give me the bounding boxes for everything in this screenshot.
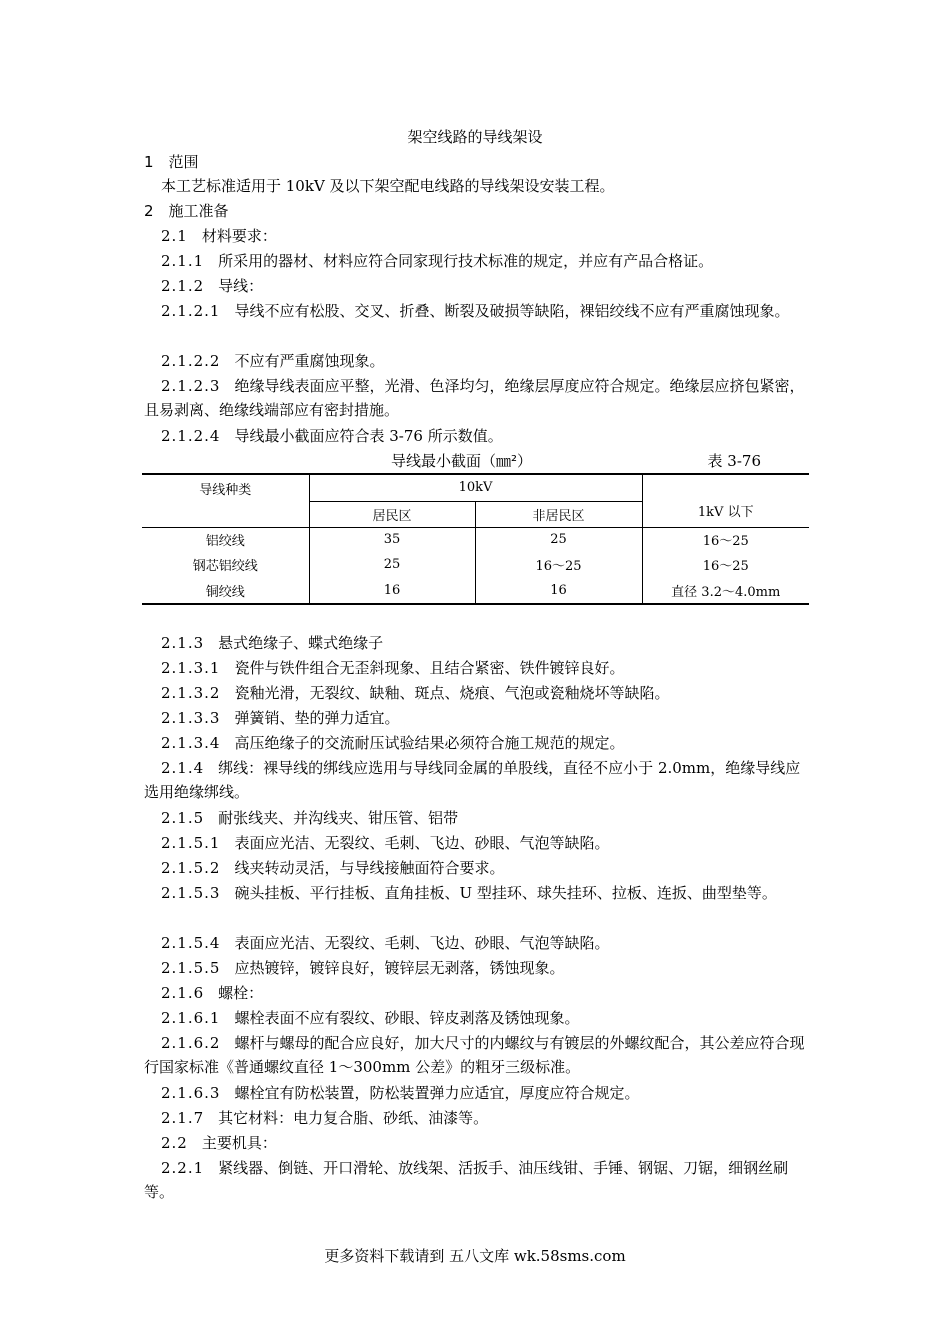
clause-2-1-6-3 <box>144 1081 809 1105</box>
clause-number: 2.1.6.1 <box>161 1009 221 1027</box>
clause-text: 导线最小截面应符合表 3-76 所示数值。 <box>234 427 503 445</box>
clause-2-1-2 <box>144 274 809 298</box>
clause-number: 2.1.1 <box>161 252 205 270</box>
cell-value: 16～25 <box>475 552 642 577</box>
section-2-heading <box>144 199 809 223</box>
table-row <box>142 577 809 604</box>
clause-number: 2.1.3 <box>161 634 205 652</box>
clause-2-1-3-3 <box>144 706 809 730</box>
clause-number: 2.1.3.1 <box>161 659 221 677</box>
header-non-residential: 非居民区 <box>475 501 642 527</box>
clause-number: 2.1.2.2 <box>161 352 221 370</box>
clause-text: 表面应光洁、无裂纹、毛刺、飞边、砂眼、气泡等缺陷。 <box>234 834 610 852</box>
clause-number: 2.1.4 <box>161 759 205 777</box>
clause-text: 表面应光洁、无裂纹、毛刺、飞边、砂眼、气泡等缺陷。 <box>234 934 610 952</box>
clause-2-1-3 <box>144 631 809 655</box>
clause-text: 碗头挂板、平行挂板、直角挂板、U 型挂环、球失挂环、拉板、连扳、曲型垫等。 <box>234 884 777 902</box>
clause-text: 高压绝缘子的交流耐压试验结果必须符合施工规范的规定。 <box>234 734 625 752</box>
section-title: 范围 <box>168 153 199 171</box>
clause-text: 紧线器、倒链、开口滑轮、放线架、活扳手、油压线钳、手锤、钢锯、刀锯，细钢丝刷等。 <box>144 1159 789 1201</box>
clause-text: 瓷釉光滑，无裂纹、缺釉、斑点、烧痕、气泡或瓷釉烧坏等缺陷。 <box>234 684 670 702</box>
clause-2-1-5-1 <box>144 831 809 855</box>
clause-text: 悬式绝缘子、蝶式绝缘子 <box>218 634 384 652</box>
clause-number: 2.1.3.3 <box>161 709 221 727</box>
clause-2-1-5-4 <box>144 931 809 955</box>
cell-value: 25 <box>309 552 475 577</box>
clause-2-2 <box>144 1131 809 1155</box>
clause-number: 2.2.1 <box>161 1159 205 1177</box>
cell-value: 16～25 <box>642 552 809 577</box>
clause-2-1-5-3 <box>144 881 809 905</box>
clause-number: 2.1 <box>161 227 188 245</box>
cell-kind: 铜绞线 <box>205 584 245 600</box>
clause-number: 2.1.5.5 <box>161 959 221 977</box>
cell-value: 25 <box>475 527 642 552</box>
clause-2-1-1 <box>144 249 809 273</box>
section-number: 1 <box>144 153 155 171</box>
header-10kv: 10kV <box>309 474 642 501</box>
header-residential: 居民区 <box>309 501 475 527</box>
clause-2-1-3-4 <box>144 731 809 755</box>
clause-number: 2.1.7 <box>161 1109 205 1127</box>
clause-text: 线夹转动灵活，与导线接触面符合要求。 <box>234 859 505 877</box>
clause-number: 2.1.5.1 <box>161 834 221 852</box>
header-kind: 导线种类 <box>142 474 309 527</box>
clause-number: 2.1.2.4 <box>161 427 221 445</box>
clause-text: 其它材料：电力复合脂、砂纸、油漆等。 <box>218 1109 489 1127</box>
clause-2-1-6-1 <box>144 1006 809 1030</box>
clause-number: 2.1.2.3 <box>161 377 221 395</box>
clause-text: 不应有严重腐蚀现象。 <box>234 352 385 370</box>
clause-text: 主要机具： <box>201 1134 277 1152</box>
clause-2-1-2-1 <box>144 299 809 323</box>
clause-number: 2.2 <box>161 1134 188 1152</box>
cell-value: 16 <box>475 577 642 604</box>
clause-2-1-3-1 <box>144 656 809 680</box>
cell-value: 16～25 <box>642 527 809 552</box>
cell-kind: 钢芯铝绞线 <box>192 559 258 574</box>
clause-2-2-1 <box>144 1156 809 1204</box>
cell-value: 16 <box>309 577 475 604</box>
clause-text: 螺栓宜有防松装置，防松装置弹力应适宜，厚度应符合规定。 <box>234 1084 640 1102</box>
clause-2-1-6-2 <box>144 1031 809 1079</box>
clause-2-1-2-2 <box>144 349 809 373</box>
clause-text: 所采用的器材、材料应符合同家现行技术标准的规定，并应有产品合格证。 <box>218 252 714 270</box>
clause-2-1-6 <box>144 981 809 1005</box>
section-1-text: 本工艺标准适用于 10kV 及以下架空配电线路的导线架设安装工程。 <box>161 177 615 195</box>
table-number: 表 3-76 <box>707 452 761 470</box>
clause-number: 2.1.2 <box>161 277 205 295</box>
clause-text: 应热镀锌，镀锌良好，镀锌层无剥落，锈蚀现象。 <box>234 959 565 977</box>
clause-2-1-4 <box>144 756 809 804</box>
clause-number: 2.1.5.4 <box>161 934 221 952</box>
table-row <box>142 527 809 552</box>
clause-text: 螺栓表面不应有裂纹、砂眼、锌皮剥落及锈蚀现象。 <box>234 1009 580 1027</box>
table-title: 导线最小截面（㎜²） <box>391 452 533 470</box>
clause-text: 绝缘导线表面应平整，光滑、色泽均匀，绝缘层厚度应符合规定。绝缘层应挤包紧密，且易剥离、绝缘线端部应有密封措施。 <box>144 377 805 419</box>
clause-text: 导线： <box>218 277 264 295</box>
clause-number: 2.1.5.2 <box>161 859 221 877</box>
cell-value: 直径 3.2～4.0mm <box>642 577 809 604</box>
clause-text: 弹簧销、垫的弹力适宜。 <box>234 709 400 727</box>
clause-number: 2.1.5.3 <box>161 884 221 902</box>
clause-2-1-3-2 <box>144 681 809 705</box>
clause-number: 2.1.3.4 <box>161 734 221 752</box>
clause-number: 2.1.6.2 <box>161 1034 221 1052</box>
clause-2-1-5 <box>144 806 809 830</box>
section-number: 2 <box>144 202 155 220</box>
min-cross-section-table <box>142 473 809 605</box>
section-title: 施工准备 <box>168 202 229 220</box>
clause-text: 螺杆与螺母的配合应良好，加大尺寸的内螺纹与有镀层的外螺纹配合，其公差应符合现行国家标准《普通螺纹直径 1～300mm 公差》的粗牙三级标准。 <box>144 1034 805 1076</box>
footer-link-text: 更多资料下载请到 五八文库 wk.58sms.com <box>324 1247 626 1265</box>
clause-2-1-7 <box>144 1106 809 1130</box>
clause-number: 2.1.5 <box>161 809 205 827</box>
clause-text: 螺栓： <box>218 984 264 1002</box>
clause-2-1-2-3 <box>144 374 809 422</box>
clause-text: 耐张线夹、并沟线夹、钳压管、铝带 <box>218 809 459 827</box>
clause-text: 绑线：裸导线的绑线应选用与导线同金属的单股线，直径不应小于 2.0mm，绝缘导线应选用绝缘绑线。 <box>144 759 801 801</box>
clause-number: 2.1.6.3 <box>161 1084 221 1102</box>
header-1kv: 1kV 以下 <box>642 474 809 527</box>
clause-2-1-5-2 <box>144 856 809 880</box>
table-caption <box>144 450 809 472</box>
clause-2-1-2-4 <box>144 424 809 448</box>
clause-text: 导线不应有松股、交叉、折叠、断裂及破损等缺陷，裸铝绞线不应有严重腐蚀现象。 <box>234 302 790 320</box>
cell-value: 35 <box>309 527 475 552</box>
cell-kind: 铝绞线 <box>205 534 245 550</box>
clause-number: 2.1.3.2 <box>161 684 221 702</box>
section-1-heading <box>144 150 809 174</box>
table-row <box>142 552 809 577</box>
clause-number: 2.1.6 <box>161 984 205 1002</box>
clause-text: 材料要求： <box>201 227 277 245</box>
clause-number: 2.1.2.1 <box>161 302 221 320</box>
clause-text: 瓷件与铁件组合无歪斜现象、且结合紧密、铁件镀锌良好。 <box>234 659 625 677</box>
clause-2-1 <box>144 224 809 248</box>
clause-2-1-5-5 <box>144 956 809 980</box>
document-title: 架空线路的导线架设 <box>407 128 543 146</box>
